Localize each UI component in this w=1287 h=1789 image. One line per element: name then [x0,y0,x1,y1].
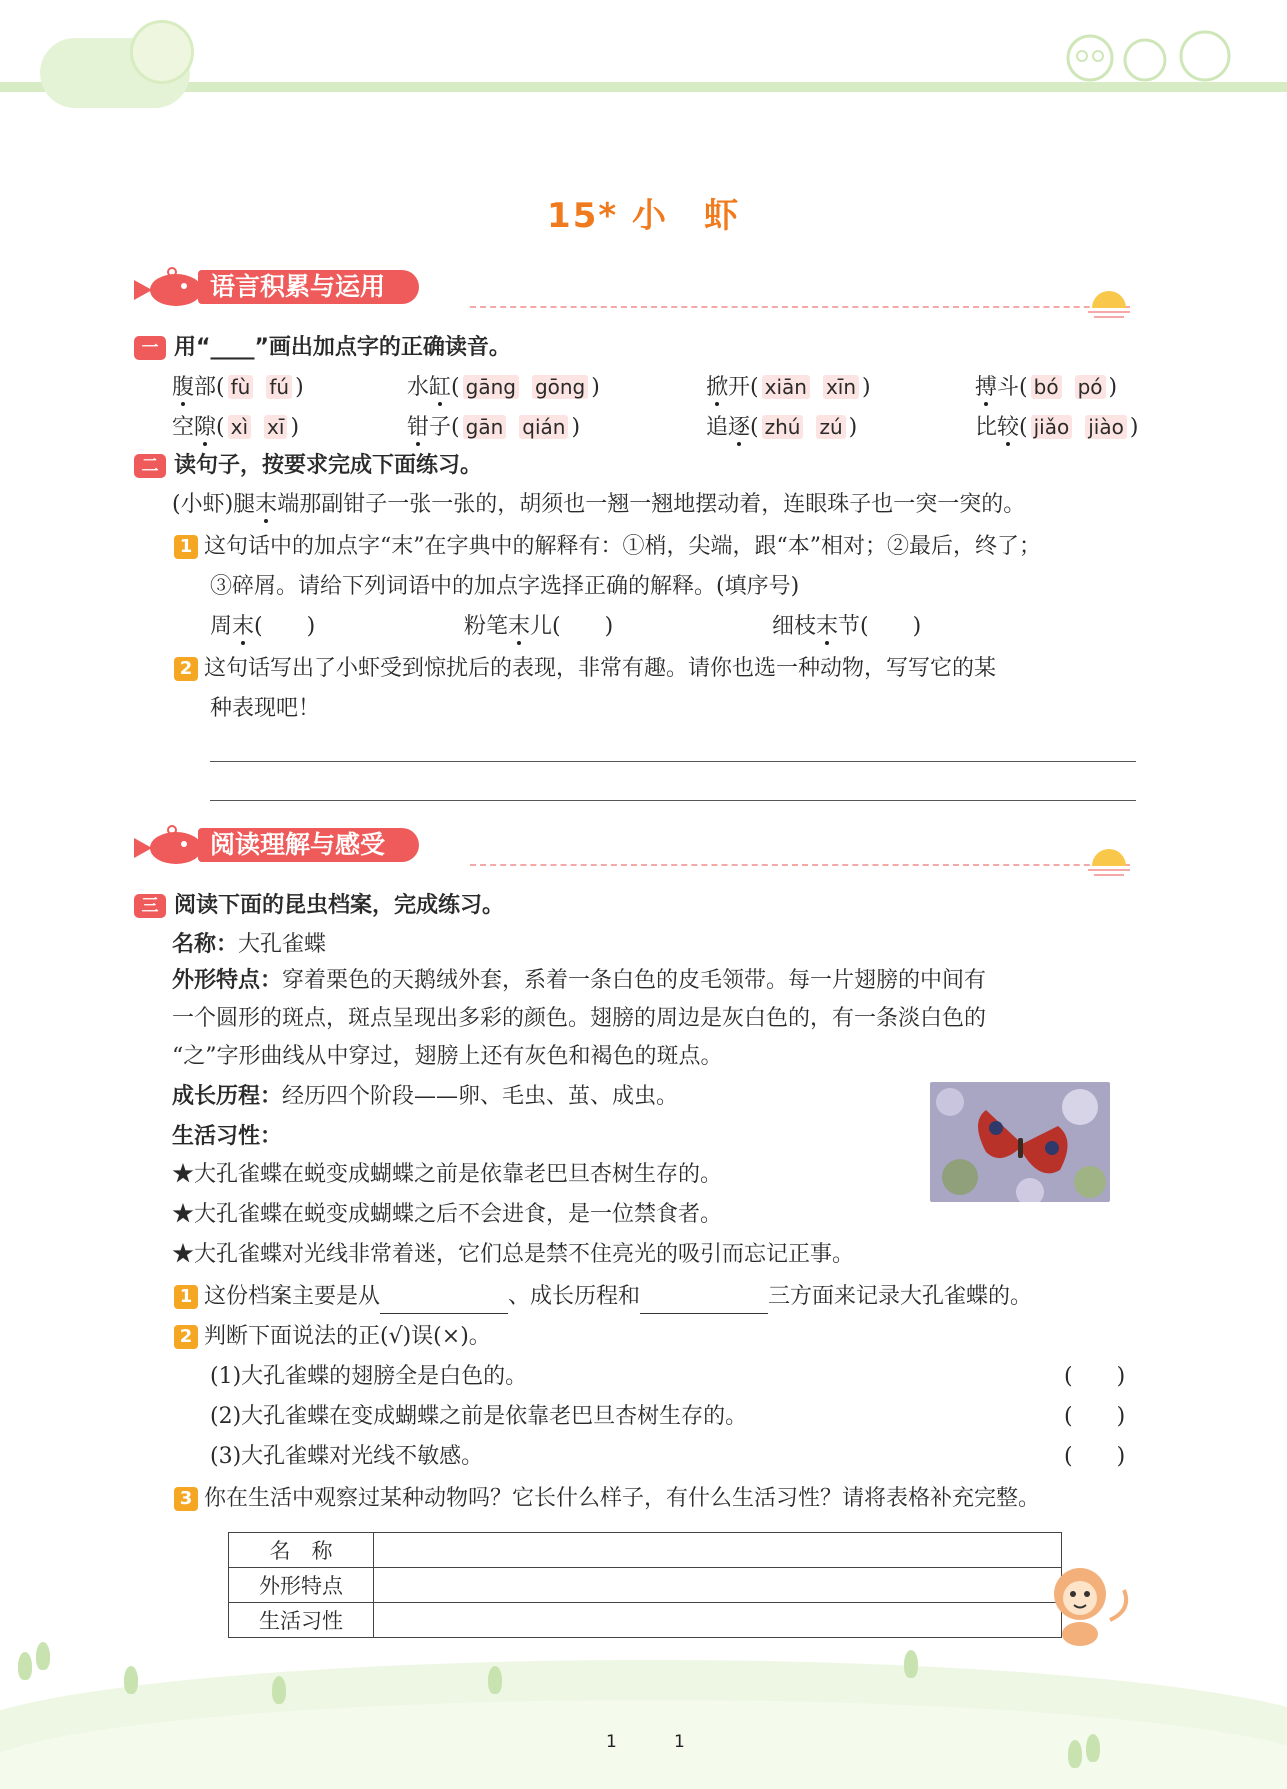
fill-blank-1[interactable] [380,1289,508,1314]
judge-answer-box[interactable]: ( ) [1064,1444,1126,1469]
pinyin-option[interactable]: xiān [762,375,810,399]
judge-item: (1)大孔雀蝶的翅膀全是白色的。 [210,1364,528,1389]
tree-icon [18,1652,32,1680]
habit-item: ★大孔雀蝶对光线非常着迷，它们总是禁不住亮光的吸引而忘记正事。 [172,1242,855,1267]
tree-icon [1086,1734,1100,1762]
pinyin-option[interactable]: bó [1031,375,1062,399]
sunset-icon [1084,840,1134,880]
q3-subquestion-1: 1 这份档案主要是从 、成长历程和 三方面来记录大孔雀蝶的。 [174,1280,1032,1314]
habit-item: ★大孔雀蝶在蜕变成蝴蝶之后不会进食，是一位禁食者。 [172,1202,723,1227]
pinyin-item: 空隙( xì xī ) [172,415,300,440]
table-input-cell[interactable] [374,1533,1062,1568]
animal-faces-decoration [1060,26,1250,86]
section-divider-1 [470,306,1130,308]
judge-item: (3)大孔雀蝶对光线不敏感。 [210,1444,484,1469]
pinyin-row-2 [172,410,1152,445]
word-choice-2[interactable]: 粉笔末儿( ) [464,614,614,639]
judge-answer-box[interactable]: ( ) [1064,1364,1126,1389]
sun-decoration [130,20,194,84]
pinyin-option[interactable]: qián [519,415,568,439]
subquestion-2-cont: 种表现吧！ [210,696,321,721]
whale-icon [134,266,206,310]
tree-icon [904,1650,918,1678]
fill-blank-2[interactable] [640,1289,768,1314]
sunset-icon [1084,282,1134,322]
q3-subquestion-3: 3 你在生活中观察过某种动物吗？它长什么样子，有什么生活习性？请将表格补充完整。 [174,1482,1040,1516]
profile-look-3: “之”字形曲线从中穿过，翅膀上还有灰色和褐色的斑点。 [172,1044,723,1069]
tree-icon [1068,1740,1082,1768]
question-3-heading: 三 阅读下面的昆虫档案，完成练习。 [134,890,504,922]
pinyin-item: 追逐( zhú zú ) [706,415,858,440]
page-number: 1 [674,1732,685,1752]
animal-info-table [228,1532,1062,1638]
pinyin-option[interactable]: gāng [463,375,519,399]
table-row [229,1568,1062,1603]
table-row [229,1603,1062,1638]
pinyin-option[interactable]: jiào [1085,415,1127,439]
word-choice-3[interactable]: 细枝末节( ) [772,614,922,639]
page-title: 15* 小 虾 [547,196,740,236]
pinyin-option[interactable]: gōng [532,375,588,399]
butterfly-photo [930,1082,1110,1202]
table-row [229,1533,1062,1568]
step-number: 2 [174,657,198,681]
judge-answer-box[interactable]: ( ) [1064,1404,1126,1429]
pinyin-item: 掀开( xiān xīn ) [706,375,871,400]
pinyin-row-1 [172,370,1152,405]
pinyin-option[interactable]: zhú [762,415,804,439]
profile-look-2: 一个圆形的斑点，斑点呈现出多彩的颜色。翅膀的周边是灰白色的，有一条淡白色的 [172,1006,987,1031]
subquestion-1: 1 这句话中的加点字“末”在字典中的解释有：①梢，尖端，跟“本”相对；②最后，终了； [174,530,1041,564]
subquestion-2: 2 这句话写出了小虾受到惊扰后的表现，非常有趣。请你也选一种动物，写写它的某 [174,652,996,686]
pinyin-option[interactable]: gān [463,415,507,439]
section-banner-1 [134,266,474,310]
pinyin-option[interactable]: xì [228,415,251,439]
profile-name: 名称：大孔雀蝶 [172,932,327,957]
answer-line[interactable] [210,761,1136,762]
table-header-cell: 生活习性 [229,1603,374,1638]
butterfly-image [930,1082,1110,1202]
pinyin-item: 钳子( gān qián ) [407,415,581,440]
pinyin-option[interactable]: fù [228,375,254,399]
step-number: 3 [174,1487,198,1511]
pinyin-item: 腹部( fù fú ) [172,375,304,400]
section-title-2: 阅读理解与感受 [198,828,419,862]
tree-icon [36,1642,50,1670]
pinyin-option[interactable]: pó [1075,375,1106,399]
subquestion-1-cont: ③碎屑。请给下列词语中的加点字选择正确的解释。(填序号) [210,574,800,599]
step-number: 1 [174,1285,198,1309]
source-sentence: (小虾)腿末端那副钳子一张一张的，胡须也一翘一翘地摆动着，连眼珠子也一突一突的。 [172,492,1026,517]
q3-subquestion-2: 2 判断下面说法的正(√)误(×)。 [174,1320,491,1354]
question-number-2: 二 [134,454,166,478]
pinyin-item: 比较( jiǎo jiào ) [975,415,1139,440]
table-input-cell[interactable] [374,1603,1062,1638]
pinyin-option[interactable]: jiǎo [1031,415,1073,439]
question-number-3: 三 [134,894,166,918]
profile-habits-label: 生活习性： [172,1124,283,1149]
question-number-1: 一 [134,336,166,360]
profile-growth: 成长历程：经历四个阶段——卵、毛虫、茧、成虫。 [172,1084,679,1109]
habit-item: ★大孔雀蝶在蜕变成蝴蝶之前是依靠老巴旦杏树生存的。 [172,1162,723,1187]
whale-icon [134,824,206,868]
step-number: 1 [174,535,198,559]
pinyin-option[interactable]: fú [266,375,292,399]
table-input-cell[interactable] [374,1568,1062,1603]
tree-icon [124,1666,138,1694]
step-number: 2 [174,1325,198,1349]
pinyin-item: 水缸( gāng gōng ) [407,375,600,400]
tree-icon [488,1666,502,1694]
section-title-1: 语言积累与运用 [198,270,419,304]
question-1-heading: 一 用“____”画出加点字的正确读音。 [134,332,511,364]
pinyin-option[interactable]: xī [264,415,287,439]
judge-item: (2)大孔雀蝶在变成蝴蝶之前是依靠老巴旦杏树生存的。 [210,1404,748,1429]
profile-look: 外形特点：穿着栗色的天鹅绒外套，系着一条白色的皮毛领带。每一片翅膀的中间有 [172,968,987,993]
table-header-cell: 外形特点 [229,1568,374,1603]
page-number: 1 [606,1732,617,1752]
section-banner-2 [134,824,474,868]
pinyin-option[interactable]: xīn [823,375,859,399]
question-2-heading: 二 读句子，按要求完成下面练习。 [134,450,482,482]
word-choice-1[interactable]: 周末( ) [210,614,316,639]
pinyin-item: 搏斗( bó pó ) [975,375,1118,400]
monkey-icon [1040,1560,1132,1648]
pinyin-option[interactable]: zú [816,415,845,439]
table-header-cell: 名 称 [229,1533,374,1568]
section-divider-2 [470,864,1130,866]
tree-icon [272,1676,286,1704]
answer-line[interactable] [210,800,1136,801]
